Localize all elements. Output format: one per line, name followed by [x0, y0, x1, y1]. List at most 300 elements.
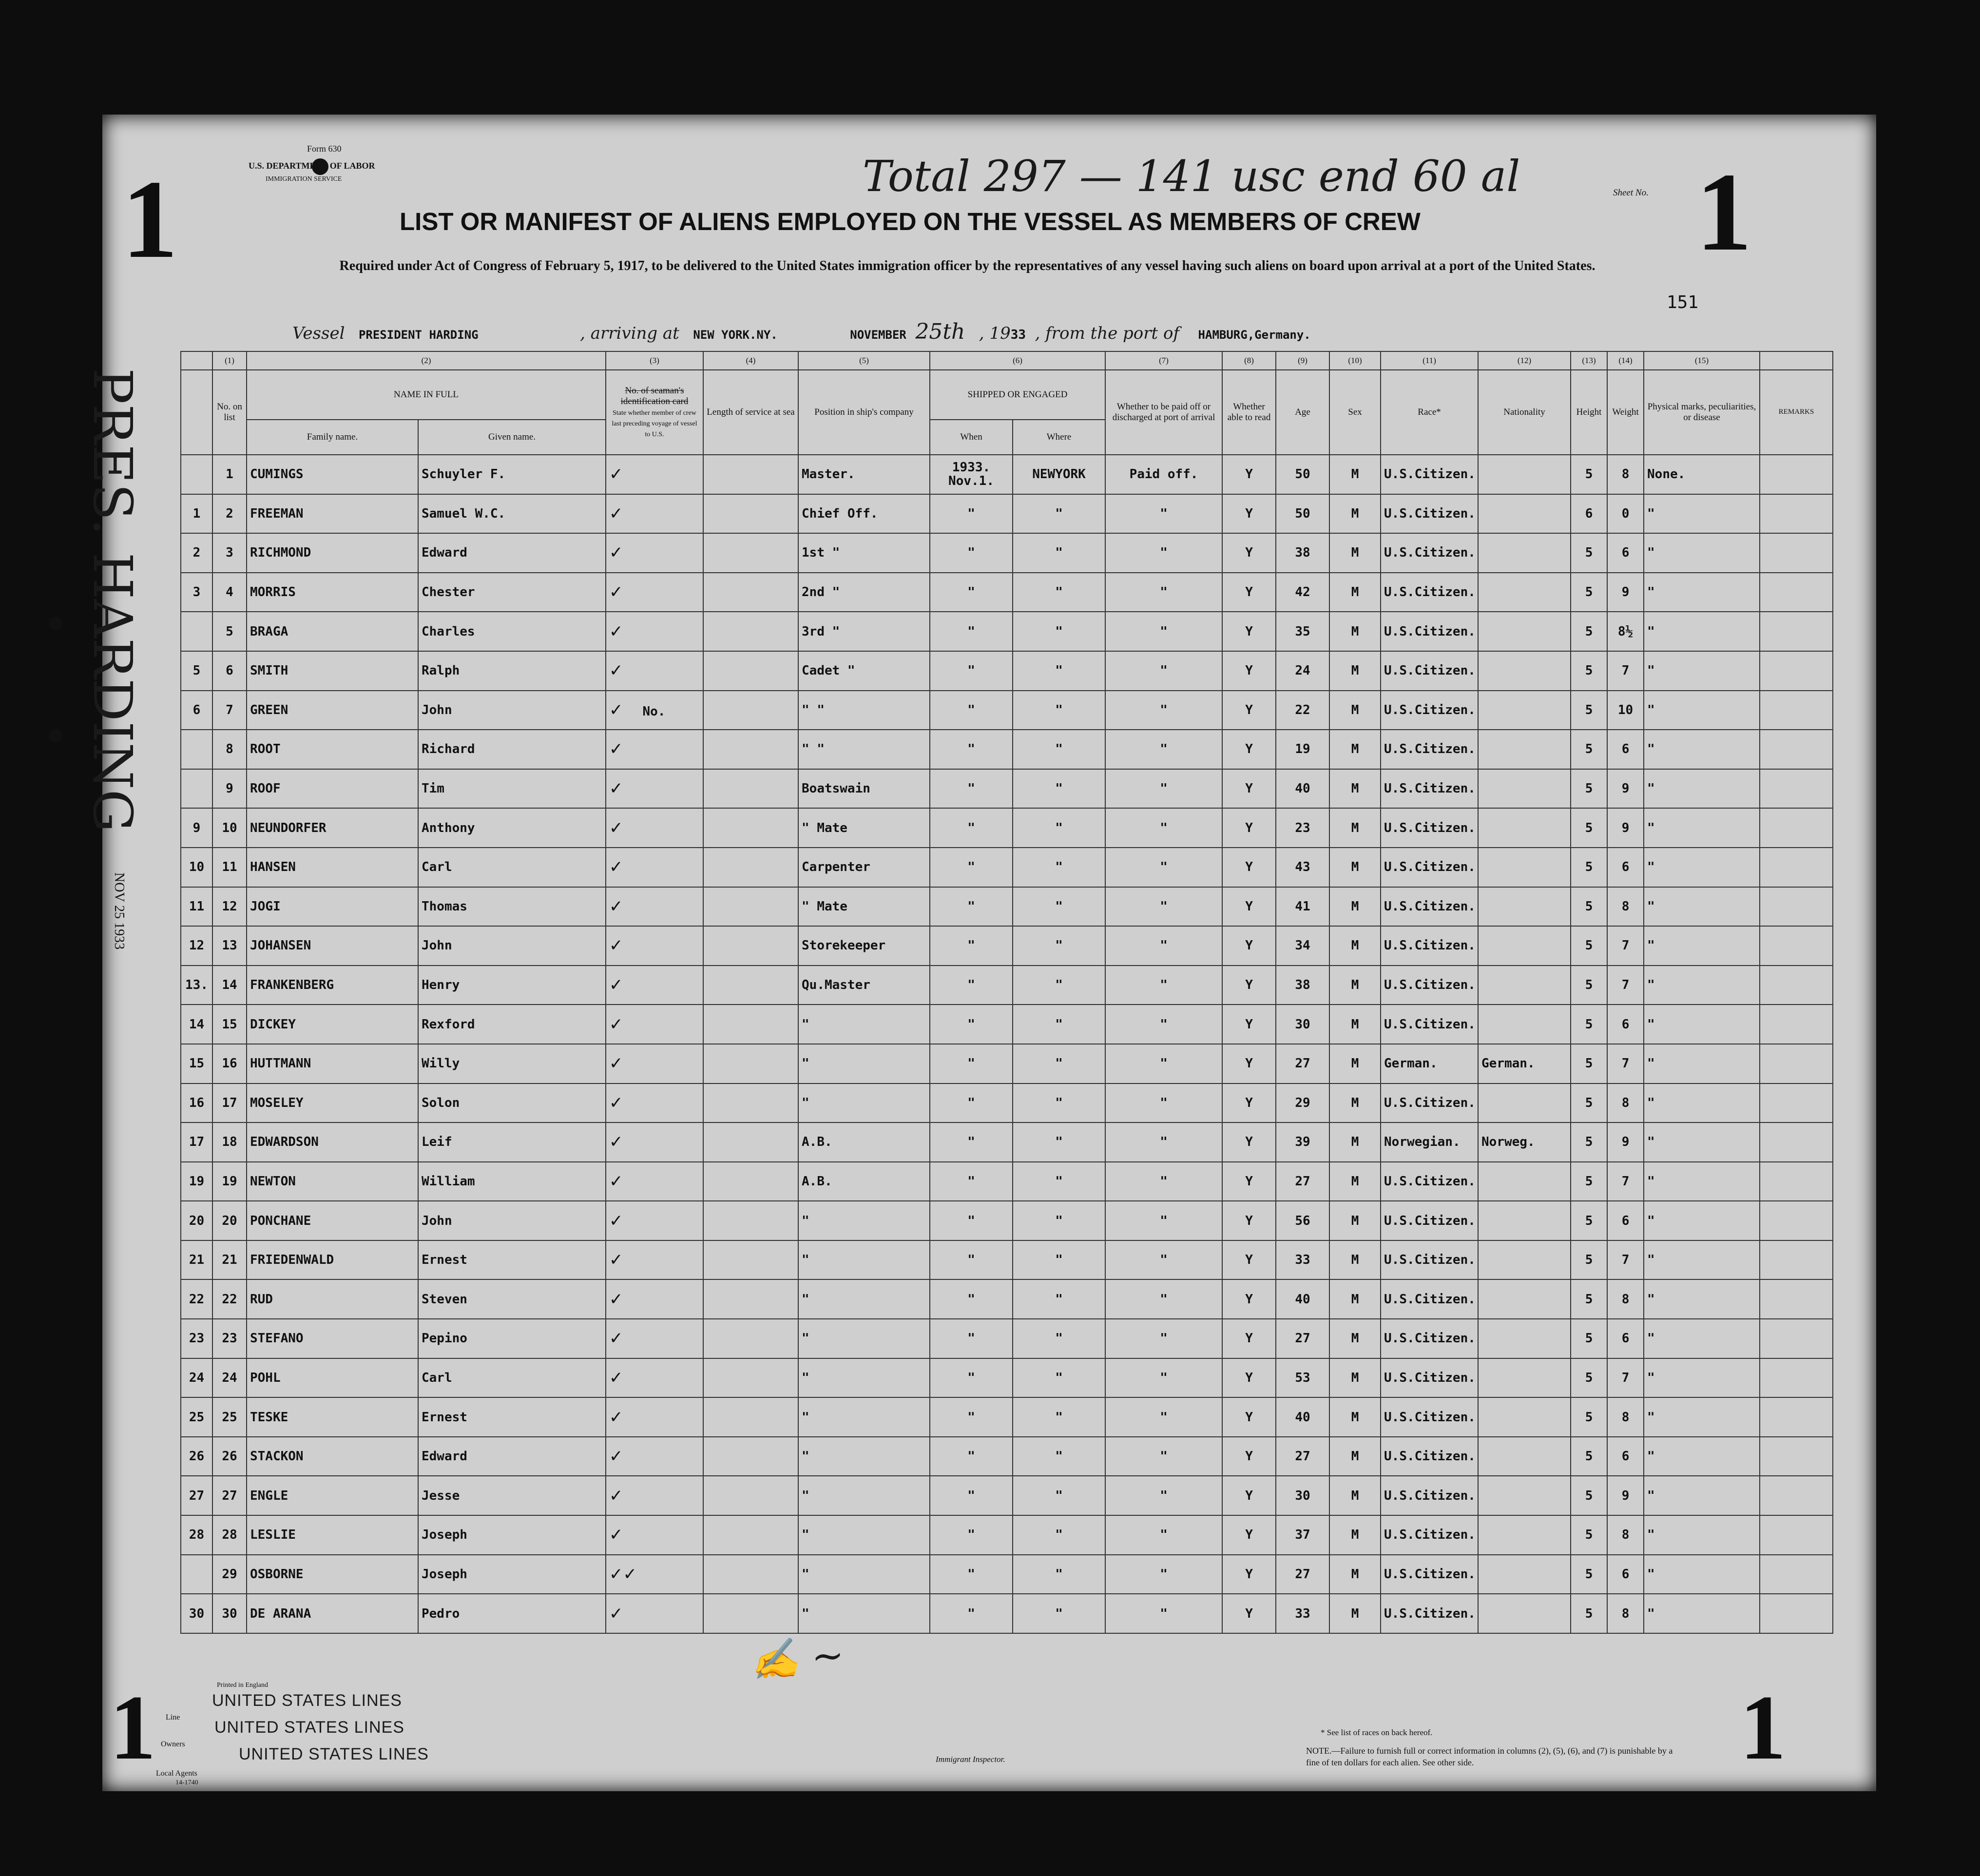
family-name: DE ARANA	[247, 1594, 418, 1633]
shipped-when: "	[930, 887, 1013, 927]
physical-marks: "	[1644, 887, 1760, 927]
check-mark: ✓	[609, 1289, 623, 1309]
shipped-when: "	[930, 730, 1013, 769]
check-mark: ✓	[609, 1407, 623, 1427]
list-number: 20	[212, 1201, 247, 1240]
position: Cadet "	[798, 651, 930, 691]
table-row	[181, 1555, 1833, 1594]
col-weight: Weight	[1607, 370, 1644, 455]
weight: 7	[1607, 1162, 1644, 1201]
form-label: Form 630	[307, 144, 342, 154]
id-card-cell	[606, 1162, 703, 1201]
list-number: 12	[212, 887, 247, 927]
id-card-cell	[606, 1437, 703, 1476]
given-name: Richard	[418, 730, 606, 769]
position: "	[798, 1044, 930, 1083]
check-mark: ✓	[609, 1093, 623, 1113]
given-name: Edward	[418, 1437, 606, 1476]
col-race: Race*	[1381, 370, 1478, 455]
table-row	[181, 848, 1833, 887]
nationality	[1478, 769, 1571, 809]
shipped-where: "	[1013, 1594, 1105, 1633]
length-of-service	[703, 966, 798, 1005]
height: 5	[1571, 573, 1607, 612]
given-name: John	[418, 926, 606, 966]
paid-off: "	[1105, 1358, 1222, 1398]
position: "	[798, 1279, 930, 1319]
shipped-when: "	[930, 1594, 1013, 1633]
physical-marks: "	[1644, 1044, 1760, 1083]
height: 5	[1571, 1319, 1607, 1358]
position: "	[798, 1515, 930, 1555]
id-card-cell	[606, 533, 703, 573]
remarks	[1760, 1397, 1833, 1437]
id-card-cell	[606, 1005, 703, 1044]
position: "	[798, 1397, 930, 1437]
weight: 6	[1607, 1437, 1644, 1476]
margin-number: 25	[181, 1397, 212, 1437]
length-of-service	[703, 651, 798, 691]
list-number: 9	[212, 769, 247, 809]
nationality	[1478, 1358, 1571, 1398]
shipped-where: "	[1013, 1397, 1105, 1437]
paid-off: "	[1105, 966, 1222, 1005]
age: 37	[1276, 1515, 1329, 1555]
col-id-card-title: No. of seaman's identification card	[620, 386, 689, 407]
position: " "	[798, 730, 930, 769]
age: 40	[1276, 769, 1329, 809]
margin-number	[181, 769, 212, 809]
from-label: , from the port of	[1035, 324, 1180, 343]
family-name: LESLIE	[247, 1515, 418, 1555]
paid-off: "	[1105, 1201, 1222, 1240]
nationality	[1478, 808, 1571, 848]
col-num-3: (3)	[606, 351, 703, 370]
age: 56	[1276, 1201, 1329, 1240]
race: U.S.Citizen.	[1381, 1083, 1478, 1123]
height: 5	[1571, 1594, 1607, 1633]
shipped-where: "	[1013, 1005, 1105, 1044]
sex: M	[1329, 1044, 1381, 1083]
weight: 7	[1607, 1358, 1644, 1398]
table-row	[181, 769, 1833, 809]
weight: 7	[1607, 966, 1644, 1005]
shipped-when: "	[930, 1358, 1013, 1398]
length-of-service	[703, 926, 798, 966]
col-num-8: (8)	[1222, 351, 1276, 370]
paid-off: "	[1105, 808, 1222, 848]
age: 27	[1276, 1319, 1329, 1358]
agents-label: Local Agents	[156, 1769, 197, 1778]
margin-date-stamp: NOV 25 1933	[112, 872, 127, 950]
race: Norwegian.	[1381, 1122, 1478, 1162]
physical-marks: "	[1644, 1279, 1760, 1319]
paid-off: "	[1105, 573, 1222, 612]
shipped-where: "	[1013, 1476, 1105, 1515]
sex: M	[1329, 1201, 1381, 1240]
physical-marks: None.	[1644, 455, 1760, 494]
shipped-where: "	[1013, 1044, 1105, 1083]
nationality	[1478, 573, 1571, 612]
family-name: JOGI	[247, 887, 418, 927]
table-row	[181, 1044, 1833, 1083]
sex: M	[1329, 1397, 1381, 1437]
inspector-label: Immigrant Inspector.	[936, 1755, 1005, 1764]
margin-number: 23	[181, 1319, 212, 1358]
race: U.S.Citizen.	[1381, 1515, 1478, 1555]
col-family-name: Family name.	[247, 420, 418, 455]
sex: M	[1329, 848, 1381, 887]
remarks	[1760, 769, 1833, 809]
shipped-where: "	[1013, 1319, 1105, 1358]
sheet-label: Sheet No.	[1613, 188, 1649, 198]
check-mark: ✓	[609, 1368, 623, 1388]
given-name: Carl	[418, 848, 606, 887]
footer-sheet-number-left: 1	[110, 1677, 156, 1779]
col-position: Position in ship's company	[798, 370, 930, 455]
sex: M	[1329, 1476, 1381, 1515]
nationality	[1478, 1437, 1571, 1476]
paid-off: "	[1105, 1476, 1222, 1515]
check-mark: ✓	[609, 1486, 623, 1506]
length-of-service	[703, 1201, 798, 1240]
race: U.S.Citizen.	[1381, 848, 1478, 887]
remarks	[1760, 651, 1833, 691]
id-card-cell	[606, 1240, 703, 1280]
arrival-year: 33	[1010, 328, 1026, 342]
list-number: 7	[212, 691, 247, 730]
length-of-service	[703, 1240, 798, 1280]
family-name: NEWTON	[247, 1162, 418, 1201]
table-row	[181, 455, 1833, 494]
remarks	[1760, 1594, 1833, 1633]
family-name: TESKE	[247, 1397, 418, 1437]
physical-marks: "	[1644, 1358, 1760, 1398]
remarks	[1760, 1555, 1833, 1594]
position: Chief Off.	[798, 494, 930, 534]
weight: 6	[1607, 533, 1644, 573]
penalty-note: NOTE.—Failure to furnish full or correct information in columns (2), (5), (6), and (7) is punishable by a fine of ten dollars for each alien. See other side.	[1306, 1746, 1673, 1768]
position: "	[798, 1319, 930, 1358]
shipped-when: "	[930, 651, 1013, 691]
age: 33	[1276, 1594, 1329, 1633]
remarks	[1760, 1515, 1833, 1555]
race: U.S.Citizen.	[1381, 1358, 1478, 1398]
col-margin	[181, 370, 212, 455]
shipped-where: "	[1013, 612, 1105, 651]
col-num-9: (9)	[1276, 351, 1329, 370]
nationality	[1478, 730, 1571, 769]
height: 5	[1571, 1397, 1607, 1437]
nationality: Norweg.	[1478, 1122, 1571, 1162]
list-number: 30	[212, 1594, 247, 1633]
sex: M	[1329, 808, 1381, 848]
margin-number: 6	[181, 691, 212, 730]
able-to-read: Y	[1222, 1476, 1276, 1515]
id-card-cell	[606, 1397, 703, 1437]
weight: 9	[1607, 573, 1644, 612]
margin-number: 26	[181, 1437, 212, 1476]
remarks	[1760, 1162, 1833, 1201]
paid-off: "	[1105, 612, 1222, 651]
id-card-cell	[606, 1594, 703, 1633]
height: 5	[1571, 612, 1607, 651]
check-mark: ✓	[609, 739, 623, 759]
sex: M	[1329, 612, 1381, 651]
sex: M	[1329, 1083, 1381, 1123]
physical-marks: "	[1644, 769, 1760, 809]
race: U.S.Citizen.	[1381, 691, 1478, 730]
manifest-sheet	[81, 115, 1876, 1791]
height: 5	[1571, 651, 1607, 691]
list-number: 15	[212, 1005, 247, 1044]
check-mark: ✓	[609, 818, 623, 838]
able-to-read: Y	[1222, 1162, 1276, 1201]
check-mark: ✓	[609, 857, 623, 877]
table-row	[181, 1122, 1833, 1162]
table-row	[181, 1279, 1833, 1319]
list-number: 26	[212, 1437, 247, 1476]
remarks	[1760, 573, 1833, 612]
margin-number	[181, 730, 212, 769]
nationality	[1478, 455, 1571, 494]
shipped-where: "	[1013, 848, 1105, 887]
col-num-1: (1)	[212, 351, 247, 370]
position: "	[798, 1437, 930, 1476]
shipped-where: "	[1013, 573, 1105, 612]
inspector-signature: ✍ ~	[749, 1632, 846, 1684]
height: 5	[1571, 1044, 1607, 1083]
age: 43	[1276, 848, 1329, 887]
sex: M	[1329, 1319, 1381, 1358]
list-number: 17	[212, 1083, 247, 1123]
physical-marks: "	[1644, 494, 1760, 534]
family-name: FRANKENBERG	[247, 966, 418, 1005]
col-paid-off: Whether to be paid off or discharged at port of arrival	[1105, 370, 1222, 455]
table-row	[181, 730, 1833, 769]
given-name: Charles	[418, 612, 606, 651]
height: 5	[1571, 808, 1607, 848]
col-num-12: (12)	[1478, 351, 1571, 370]
shipped-when: "	[930, 808, 1013, 848]
sex: M	[1329, 455, 1381, 494]
remarks	[1760, 494, 1833, 534]
given-name: Schuyler F.	[418, 455, 606, 494]
weight: 8½	[1607, 612, 1644, 651]
col-where: Where	[1013, 420, 1105, 455]
check-mark: ✓	[609, 1447, 623, 1467]
paid-off: Paid off.	[1105, 455, 1222, 494]
remarks	[1760, 730, 1833, 769]
race: U.S.Citizen.	[1381, 926, 1478, 966]
position: A.B.	[798, 1162, 930, 1201]
given-name: Jesse	[418, 1476, 606, 1515]
weight: 6	[1607, 1005, 1644, 1044]
physical-marks: "	[1644, 848, 1760, 887]
id-card-cell	[606, 455, 703, 494]
id-card-cell	[606, 1555, 703, 1594]
punch-hole	[49, 729, 62, 742]
sheet-number-right: 1	[1696, 150, 1752, 274]
family-name: PONCHANE	[247, 1201, 418, 1240]
paid-off: "	[1105, 887, 1222, 927]
margin-number	[181, 1555, 212, 1594]
age: 35	[1276, 612, 1329, 651]
paid-off: "	[1105, 1044, 1222, 1083]
physical-marks: "	[1644, 1201, 1760, 1240]
margin-number: 9	[181, 808, 212, 848]
id-card-cell	[606, 1279, 703, 1319]
shipped-when: "	[930, 691, 1013, 730]
id-card-cell	[606, 1044, 703, 1083]
remarks	[1760, 1201, 1833, 1240]
length-of-service	[703, 1044, 798, 1083]
shipped-when: "	[930, 1201, 1013, 1240]
physical-marks: "	[1644, 533, 1760, 573]
col-name-in-full: NAME IN FULL	[247, 370, 606, 420]
position: "	[798, 1083, 930, 1123]
nationality	[1478, 691, 1571, 730]
length-of-service	[703, 1555, 798, 1594]
length-of-service	[703, 769, 798, 809]
age: 40	[1276, 1397, 1329, 1437]
paid-off: "	[1105, 730, 1222, 769]
punch-hole	[49, 617, 62, 630]
physical-marks: "	[1644, 1515, 1760, 1555]
family-name: FRIEDENWALD	[247, 1240, 418, 1280]
id-card-cell	[606, 769, 703, 809]
shipped-where: "	[1013, 730, 1105, 769]
able-to-read: Y	[1222, 1005, 1276, 1044]
family-name: EDWARDSON	[247, 1122, 418, 1162]
sex: M	[1329, 966, 1381, 1005]
able-to-read: Y	[1222, 808, 1276, 848]
paid-off: "	[1105, 1437, 1222, 1476]
race: U.S.Citizen.	[1381, 1476, 1478, 1515]
physical-marks: "	[1644, 1162, 1760, 1201]
margin-number: 13.	[181, 966, 212, 1005]
margin-vessel-handwriting: PRES. HARDING	[81, 368, 144, 832]
list-number: 8	[212, 730, 247, 769]
paid-off: "	[1105, 691, 1222, 730]
position: " Mate	[798, 887, 930, 927]
given-name: Edward	[418, 533, 606, 573]
able-to-read: Y	[1222, 1358, 1276, 1398]
check-mark: ✓	[609, 621, 623, 641]
weight: 0	[1607, 494, 1644, 534]
age: 33	[1276, 1240, 1329, 1280]
col-num-11: (11)	[1381, 351, 1478, 370]
race: U.S.Citizen.	[1381, 1594, 1478, 1633]
position: Qu.Master	[798, 966, 930, 1005]
shipped-where: "	[1013, 651, 1105, 691]
remarks	[1760, 1279, 1833, 1319]
check-mark: ✓	[609, 896, 623, 916]
id-card-cell	[606, 1201, 703, 1240]
id-card-cell	[606, 691, 703, 730]
col-num-7: (7)	[1105, 351, 1222, 370]
family-name: STACKON	[247, 1437, 418, 1476]
list-number: 29	[212, 1555, 247, 1594]
race: U.S.Citizen.	[1381, 494, 1478, 534]
physical-marks: "	[1644, 926, 1760, 966]
position: Master.	[798, 455, 930, 494]
shipped-where: "	[1013, 1162, 1105, 1201]
shipped-where: "	[1013, 966, 1105, 1005]
able-to-read: Y	[1222, 1122, 1276, 1162]
height: 5	[1571, 1201, 1607, 1240]
check-mark: ✓	[609, 503, 623, 523]
department-label: U.S. DEPARTMENT OF LABOR	[249, 161, 375, 171]
sex: M	[1329, 926, 1381, 966]
year-prefix: , 19	[979, 324, 1011, 343]
list-number: 27	[212, 1476, 247, 1515]
table-row	[181, 808, 1833, 848]
col-length-service: Length of service at sea	[703, 370, 798, 455]
weight: 7	[1607, 651, 1644, 691]
length-of-service	[703, 887, 798, 927]
list-number: 5	[212, 612, 247, 651]
physical-marks: "	[1644, 1083, 1760, 1123]
age: 24	[1276, 651, 1329, 691]
arrival-day: 25th	[915, 319, 965, 344]
family-name: FREEMAN	[247, 494, 418, 534]
weight: 6	[1607, 730, 1644, 769]
nationality	[1478, 1476, 1571, 1515]
table-row	[181, 1397, 1833, 1437]
id-card-cell	[606, 1358, 703, 1398]
shipped-when: "	[930, 573, 1013, 612]
length-of-service	[703, 1279, 798, 1319]
id-card-cell	[606, 926, 703, 966]
age: 34	[1276, 926, 1329, 966]
able-to-read: Y	[1222, 926, 1276, 966]
col-num-remarks	[1760, 351, 1833, 370]
position: "	[798, 1476, 930, 1515]
weight: 6	[1607, 848, 1644, 887]
family-name: DICKEY	[247, 1005, 418, 1044]
margin-number	[181, 612, 212, 651]
arriving-port: NEW YORK.NY.	[693, 328, 778, 342]
margin-number	[181, 455, 212, 494]
remarks	[1760, 612, 1833, 651]
owners-label: Owners	[161, 1740, 185, 1748]
length-of-service	[703, 533, 798, 573]
margin-number: 5	[181, 651, 212, 691]
margin-number: 24	[181, 1358, 212, 1398]
sex: M	[1329, 651, 1381, 691]
table-row	[181, 1240, 1833, 1280]
agents-value: UNITED STATES LINES	[239, 1745, 429, 1763]
length-of-service	[703, 1319, 798, 1358]
table-row	[181, 1515, 1833, 1555]
list-number: 2	[212, 494, 247, 534]
line-label: Line	[166, 1713, 180, 1721]
length-of-service	[703, 1162, 798, 1201]
printed-label: Printed in England	[217, 1682, 268, 1689]
remarks	[1760, 455, 1833, 494]
remarks	[1760, 966, 1833, 1005]
sex: M	[1329, 1515, 1381, 1555]
paid-off: "	[1105, 1005, 1222, 1044]
list-number: 11	[212, 848, 247, 887]
remarks	[1760, 1005, 1833, 1044]
check-mark: ✓	[609, 1211, 623, 1231]
position: 1st "	[798, 533, 930, 573]
able-to-read: Y	[1222, 966, 1276, 1005]
id-card-cell	[606, 612, 703, 651]
shipped-when: "	[930, 1083, 1013, 1123]
